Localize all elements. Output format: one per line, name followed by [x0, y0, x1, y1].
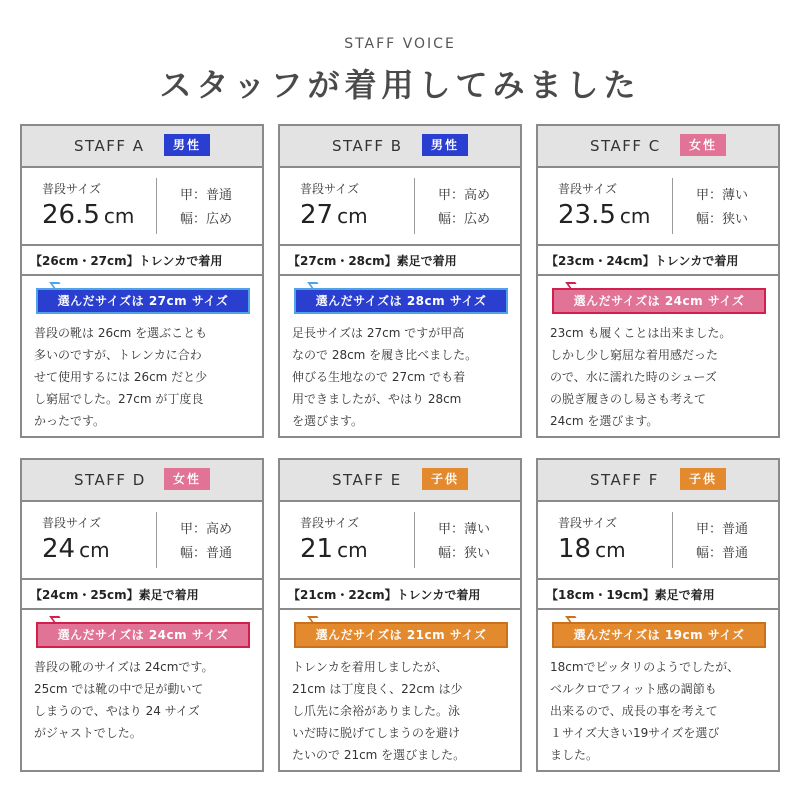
- gender-badge: 女性: [680, 134, 726, 156]
- usual-size-label: 普段サイズ: [300, 516, 360, 530]
- staff-comment: トレンカを着用しましたが、 21cm は丁度良く、22cm は少 し爪先に余裕がありました。泳 いだ時に脱げてしまうのを避け たいので 21cm を選びました。: [292, 660, 466, 762]
- staff-comment: 18cmでピッタリのようでしたが、 ベルクロでフィット感の調節も 出来るので、成長の事を考えて １サイズ大きい19サイズを選び ました。: [550, 660, 740, 762]
- divider: [538, 608, 778, 610]
- staff-card-header: [538, 460, 778, 502]
- size-number: 18: [558, 534, 592, 564]
- tried-sizes-label: 【24cm・25cm】素足で着用: [30, 588, 199, 602]
- usual-size-value: [300, 200, 368, 230]
- width-spec: 幅：普通: [180, 546, 233, 561]
- usual-size-value: [558, 534, 626, 564]
- chosen-size-text: 選んだサイズは 21cm サイズ: [315, 628, 487, 642]
- gender-badge: 子供: [422, 468, 468, 490]
- staff-card: [278, 458, 522, 772]
- staff-name: STAFF B: [332, 137, 403, 155]
- staff-comment: 足長サイズは 27cm ですが甲高 なので 28cm を履き比べました。 伸びる生地なので 27cm でも着 用できましたが、やはり 28cm を選びます。: [292, 326, 478, 428]
- chosen-size-text: 選んだサイズは 24cm サイズ: [573, 294, 745, 308]
- width-spec: 幅：狭い: [438, 546, 491, 561]
- divider: [280, 578, 520, 580]
- usual-size-label: 普段サイズ: [558, 516, 618, 530]
- staff-name: STAFF F: [590, 471, 659, 489]
- instep-spec: 甲：普通: [696, 522, 749, 537]
- staff-name: STAFF E: [332, 471, 402, 489]
- tried-sizes-label: 【23cm・24cm】トレンカで着用: [546, 254, 739, 268]
- staff-card-header: [280, 460, 520, 502]
- chosen-size-text: 選んだサイズは 24cm サイズ: [57, 628, 229, 642]
- chosen-size-banner: [552, 622, 766, 648]
- tried-sizes-label: 【18cm・19cm】素足で着用: [546, 588, 715, 602]
- instep-spec: 甲：高め: [438, 188, 491, 203]
- staff-comment: 普段の靴のサイズは 24cmです。 25cm では靴の中で足が動いて しまうので、やはり 24 サイズ がジャストでした。: [34, 660, 214, 740]
- chosen-size-banner: [36, 622, 250, 648]
- banner-tick-icon: [565, 282, 581, 290]
- usual-size-label: 普段サイズ: [558, 182, 618, 196]
- divider: [414, 512, 415, 568]
- size-unit: cm: [103, 204, 135, 228]
- page-title: スタッフが着用してみました: [159, 66, 641, 104]
- staff-card: [20, 458, 264, 772]
- size-unit: cm: [595, 538, 626, 562]
- chosen-size-text: 選んだサイズは 27cm サイズ: [57, 294, 229, 308]
- staff-comment: 普段の靴は 26cm を選ぶことも 多いのですが、トレンカに合わ せて使用するには 26cm だと少 し窮屈でした。27cm が丁度良 かったです。: [34, 326, 208, 428]
- usual-size-label: 普段サイズ: [42, 182, 102, 196]
- chosen-size-banner: [36, 288, 250, 314]
- staff-card: [278, 124, 522, 438]
- banner-tick-icon: [565, 616, 581, 624]
- staff-card-header: [280, 126, 520, 168]
- divider: [672, 178, 673, 234]
- divider: [280, 244, 520, 246]
- gender-badge: 子供: [680, 468, 726, 490]
- instep-spec: 甲：薄い: [696, 188, 749, 203]
- staff-card: [20, 124, 264, 438]
- chosen-size-text: 選んだサイズは 28cm サイズ: [315, 294, 487, 308]
- divider: [22, 608, 262, 610]
- divider: [280, 274, 520, 276]
- width-spec: 幅：狭い: [696, 212, 749, 227]
- chosen-size-text: 選んだサイズは 19cm サイズ: [573, 628, 745, 642]
- divider: [280, 608, 520, 610]
- chosen-size-banner: [294, 288, 508, 314]
- usual-size-label: 普段サイズ: [42, 516, 102, 530]
- size-number: 23.5: [558, 200, 616, 230]
- staff-card-header: [22, 126, 262, 168]
- gender-badge: 男性: [164, 134, 210, 156]
- divider: [22, 274, 262, 276]
- divider: [538, 274, 778, 276]
- chosen-size-banner: [552, 288, 766, 314]
- staff-comment: 23cm も履くことは出来ました。 しかし少し窮屈な着用感だった ので、水に濡れた時のシューズ の脱ぎ履きのし易さも考えて 24cm を選びます。: [550, 326, 732, 428]
- usual-size-label: 普段サイズ: [300, 182, 360, 196]
- staff-card: [536, 124, 780, 438]
- size-unit: cm: [619, 204, 651, 228]
- staff-card-header: [22, 460, 262, 502]
- tried-sizes-label: 【26cm・27cm】トレンカで着用: [30, 254, 223, 268]
- gender-badge: 女性: [164, 468, 210, 490]
- divider: [156, 512, 157, 568]
- chosen-size-banner: [294, 622, 508, 648]
- instep-spec: 甲：高め: [180, 522, 233, 537]
- staff-name: STAFF A: [74, 137, 145, 155]
- width-spec: 幅：広め: [438, 212, 491, 227]
- divider: [672, 512, 673, 568]
- instep-spec: 甲：普通: [180, 188, 233, 203]
- divider: [22, 244, 262, 246]
- width-spec: 幅：広め: [180, 212, 233, 227]
- divider: [538, 244, 778, 246]
- gender-badge: 男性: [422, 134, 468, 156]
- usual-size-value: [42, 534, 110, 564]
- staff-card: [536, 458, 780, 772]
- size-unit: cm: [337, 538, 368, 562]
- size-number: 26.5: [42, 200, 100, 230]
- banner-tick-icon: [49, 282, 65, 290]
- width-spec: 幅：普通: [696, 546, 749, 561]
- staff-name: STAFF C: [590, 137, 661, 155]
- size-unit: cm: [337, 204, 368, 228]
- tried-sizes-label: 【27cm・28cm】素足で着用: [288, 254, 457, 268]
- divider: [538, 578, 778, 580]
- banner-tick-icon: [307, 616, 323, 624]
- banner-tick-icon: [307, 282, 323, 290]
- staff-name: STAFF D: [74, 471, 146, 489]
- banner-tick-icon: [49, 616, 65, 624]
- divider: [156, 178, 157, 234]
- instep-spec: 甲：薄い: [438, 522, 491, 537]
- size-unit: cm: [79, 538, 110, 562]
- size-number: 24: [42, 534, 76, 564]
- usual-size-value: [558, 200, 650, 230]
- divider: [414, 178, 415, 234]
- staff-card-header: [538, 126, 778, 168]
- tried-sizes-label: 【21cm・22cm】トレンカで着用: [288, 588, 481, 602]
- usual-size-value: [42, 200, 134, 230]
- divider: [22, 578, 262, 580]
- usual-size-value: [300, 534, 368, 564]
- size-number: 27: [300, 200, 334, 230]
- size-number: 21: [300, 534, 334, 564]
- header-subtitle: STAFF VOICE: [344, 36, 456, 52]
